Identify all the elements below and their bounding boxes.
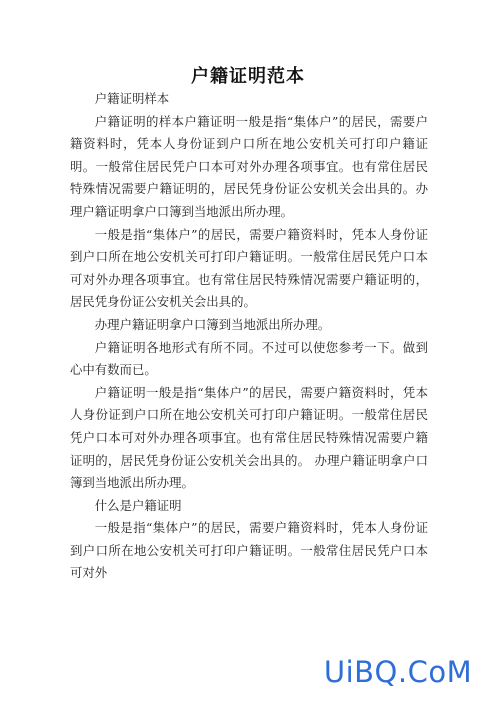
paragraph: 户籍证明样本 <box>94 91 170 106</box>
paragraph: 办理户籍证明拿户口簿到当地派出所办理。 <box>94 316 331 332</box>
document-body <box>70 88 428 585</box>
document-title: 户籍证明范本 <box>191 66 305 87</box>
paragraph: 什么是户籍证明 <box>94 497 182 513</box>
paragraph: 一般是指“集体户”的居民，需要户籍资料时，凭本人身份证到户口所在地公安机关可打印户籍证明。一般常住居民凭户口本可对外 <box>70 520 428 581</box>
site-watermark-logo: UiBQ.CoM <box>323 655 473 689</box>
paragraph: 户籍证明一般是指“集体户”的居民，需要户籍资料时，凭本人身份证到户口所在地公安机关可打印户籍证明。一般常住居民凭户口本可对外办理各项事宜。也有常住居民特殊情况需要户籍证明的，居民凭身份证公安机关会出具的。 办理户籍证明拿户口簿到当地派出所办理。 <box>70 384 428 491</box>
paragraph: 户籍证明的样本户籍证明一般是指“集体户”的居民，需要户籍资料时，凭本人身份证到户口所在地公安机关可打印户籍证明。一般常住居民凭户口本可对外办理各项事宜。也有常住居民特殊情况需要户籍证明的，居民凭身份证公安机关会出具的。办理户籍证明拿户口簿到当地派出所办理。 <box>70 113 428 219</box>
paragraph: 一般是指“集体户”的居民，需要户籍资料时，凭本人身份证到户口所在地公安机关可打印户籍证明。一般常住居民凭户口本可对外办理各项事宜。也有常住居民特殊情况需要户籍证明的，居民凭身份证公安机关会出具的。 <box>70 226 428 310</box>
paragraph: 户籍证明各地形式有所不同。不过可以使您参考一下。做到心中有数而已。 <box>70 339 428 378</box>
